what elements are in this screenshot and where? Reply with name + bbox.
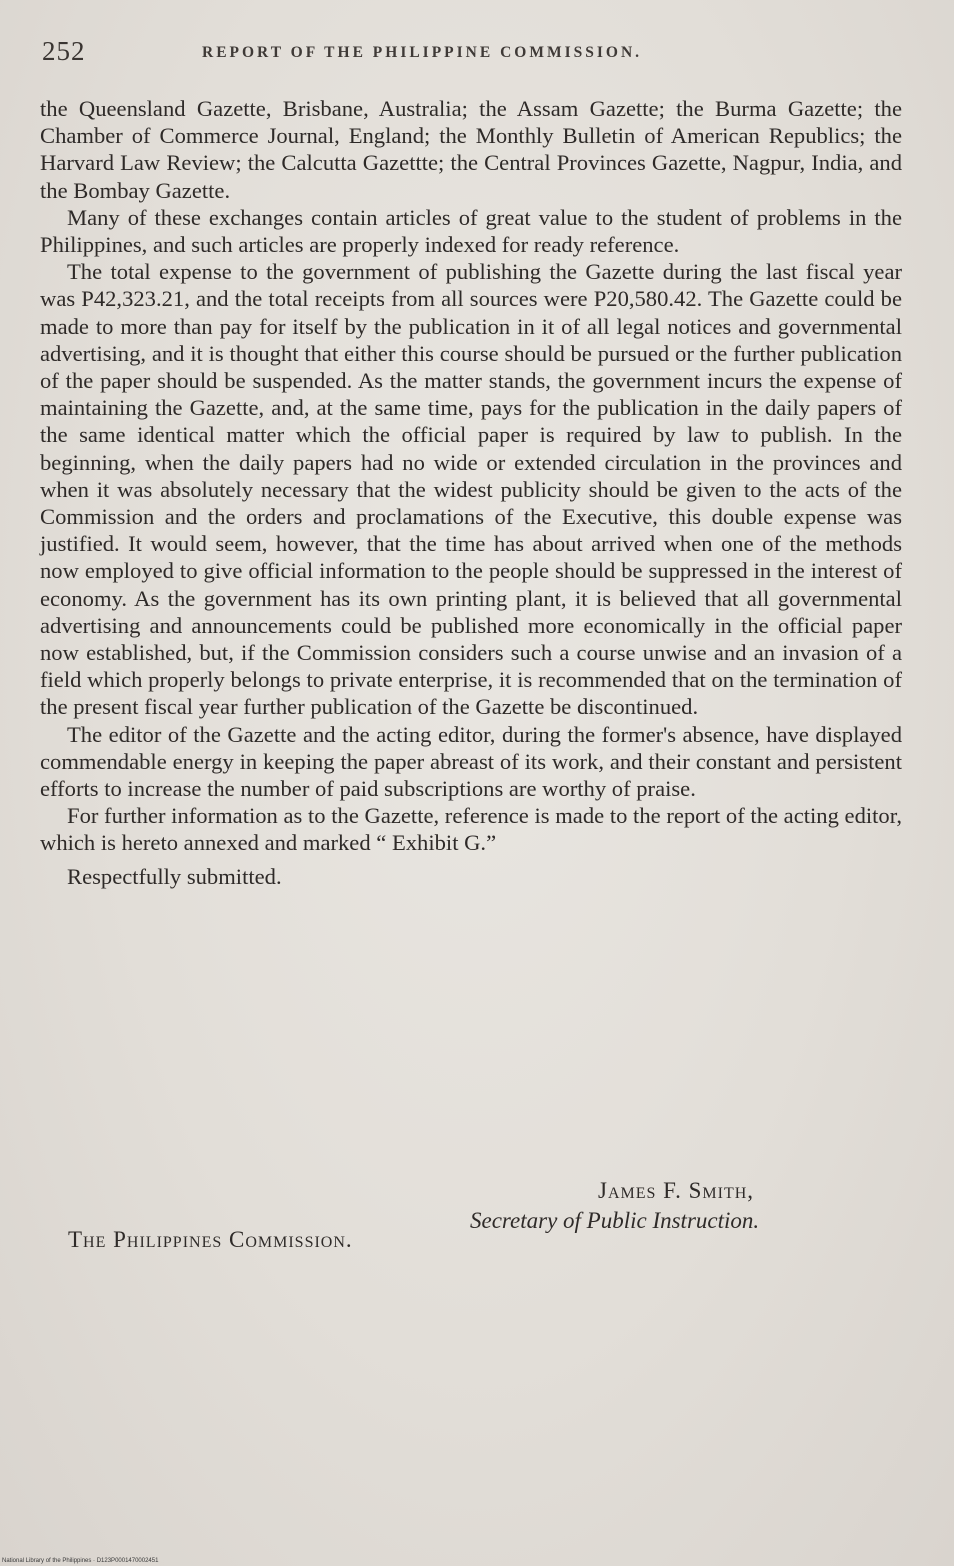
paragraph-further-information: For further information as to the Gazette, reference is made to the report of the acting editor, which is hereto annexed and marked “ Exhibit G.” xyxy=(40,803,902,856)
page-header xyxy=(42,36,902,72)
addressee: The Philippines Commission. xyxy=(68,1227,353,1252)
footer-credit: National Library of the Philippines · D123P0001470002451 xyxy=(2,1558,159,1564)
closing-line: Respectfully submitted. xyxy=(67,863,282,889)
signatory-title: Secretary of Public Instruction. xyxy=(470,1208,760,1233)
paragraph-exchanges-value: Many of these exchanges contain articles of great value to the student of problems in the Philippines, and such articles are properly indexed for ready reference. xyxy=(40,204,902,258)
running-head: REPORT OF THE PHILIPPINE COMMISSION. xyxy=(202,44,643,61)
signatory-name: James F. Smith, xyxy=(598,1178,755,1203)
signature-block xyxy=(470,1176,900,1236)
paragraph-expense: The total expense to the government of publishing the Gazette during the last fiscal year was P42,323.21, and the total receipts from all sources were P20,580.42. The Gazette could be made to more than pay for itself by the publication in it of all legal notices and governmental advertising, and it is thought that either this course should be pursued or the further publication of the paper should be suspended. As the matter stands, the government incurs the expense of maintaining the Gazette, and, at the same time, pays for the publication in the daily papers of the same identical matter which the official paper is required by law to publish. In the beginning, when the daily papers had no wide or extended circulation in the provinces and when it was absolutely necessary that the widest publicity should be given to the acts of the Commission and the orders and proclamations of the Executive, this double expense was justified. It would seem, however, that the time has about arrived when one of the methods now employed to give official information to the people should be suppressed in the interest of economy. As the government has its own printing plant, it is believed that all governmental advertising and announcements could be published more economically in the official paper now established, but, if the Commission considers such a course unwise and an invasion of a field which properly belongs to private enterprise, it is recommended that on the termination of the present fiscal year further publication of the Gazette be discontinued. xyxy=(40,259,902,720)
page-number: 252 xyxy=(42,36,86,66)
paragraph-exchanges-list: the Queensland Gazette, Brisbane, Australia; the Assam Gazette; the Burma Gazette; the Chamber of Commerce Journal, England; the Monthly Bulletin of American Republics; the Harvard Law Review; the Calcutta Gazettte; the Central Provinces Gazette, Nagpur, India, and the Bombay Gazette. xyxy=(40,96,902,203)
body-text xyxy=(40,95,902,890)
paragraph-editor: The editor of the Gazette and the acting editor, during the former's absence, have displayed commendable energy in keeping the paper abreast of its work, and their constant and persistent efforts to increase the number of paid subscriptions are worthy of praise. xyxy=(40,721,902,802)
